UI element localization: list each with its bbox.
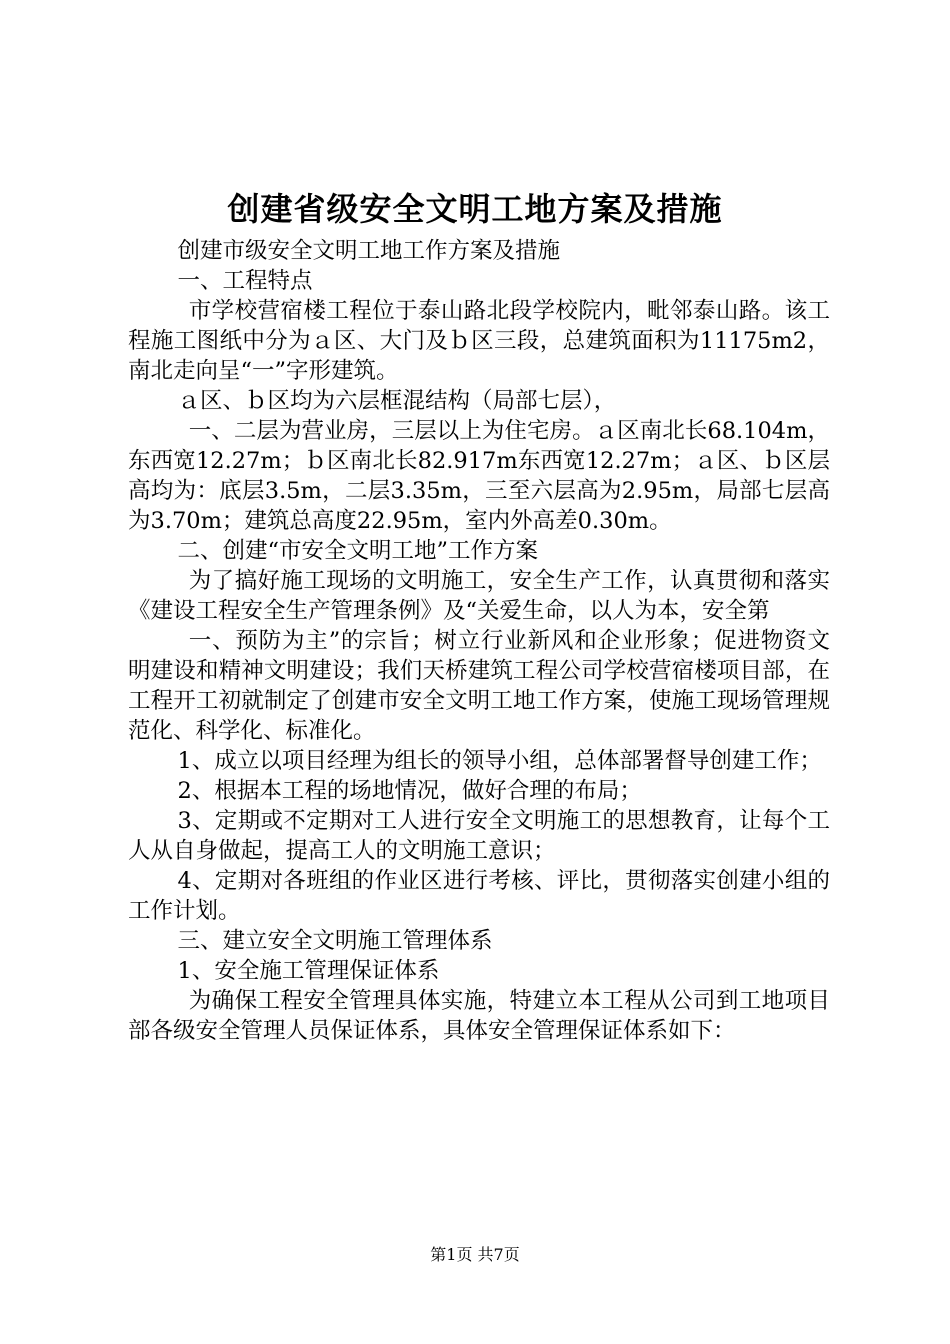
section-heading-2: 二、创建“市安全文明工地”工作方案 xyxy=(177,538,539,564)
page-footer: 第1页 共7页 xyxy=(430,1245,520,1264)
paragraph-safety-system: 为确保工程安全管理具体实施，特建立本工程从公司到工地项目部各级安全管理人员保证体系，具体安全管理保证体系如下： xyxy=(128,988,830,1044)
document-title: 创建省级安全文明工地方案及措施 xyxy=(227,190,723,228)
section-heading-3: 三、建立安全文明施工管理体系 xyxy=(177,928,493,954)
paragraph-principle: 一、预防为主”的宗旨；树立行业新风和企业形象；促进物资文明建设和精神文明建设；我们天桥建筑工程公司学校营宿楼项目部，在工程开工初就制定了创建市安全文明工地工作方案，使施工现场管理规范化、科学化、标准化。 xyxy=(128,628,830,744)
section-heading-1: 一、工程特点 xyxy=(177,268,313,294)
document-body xyxy=(128,236,830,1046)
paragraph-purpose: 为了搞好施工现场的文明施工，安全生产工作，认真贯彻和落实《建设工程安全生产管理条例》及“关爱生命，以人为本，安全第 xyxy=(128,568,830,624)
paragraph-dimensions: 一、二层为营业房，三层以上为住宅房。ａ区南北长68.104m，东西宽12.27m；ｂ区南北长82.917m东西宽12.27m；ａ区、ｂ区层高均为：底层3.5m，二层3.35m，三至六层高为2.95m，局部七层高为3.70m；建筑总高度22.95m，室内外高差0.30m。 xyxy=(128,418,830,534)
list-item-3: 3、定期或不定期对工人进行安全文明施工的思想教育，让每个工人从自身做起，提高工人的文明施工意识； xyxy=(128,808,830,864)
paragraph-project-location: 市学校营宿楼工程位于泰山路北段学校院内，毗邻泰山路。该工程施工图纸中分为ａ区、大门及ｂ区三段，总建筑面积为11175m2，南北走向呈“一”字形建筑。 xyxy=(128,298,830,384)
paragraph-structure: ａ区、ｂ区均为六层框混结构（局部七层）， xyxy=(177,388,617,414)
subsection-heading-1: 1、安全施工管理保证体系 xyxy=(177,958,440,984)
list-item-2: 2、根据本工程的场地情况，做好合理的布局； xyxy=(177,778,642,804)
list-item-1: 1、成立以项目经理为组长的领导小组，总体部署督导创建工作； xyxy=(177,748,822,774)
subtitle-paragraph: 创建市级安全文明工地工作方案及措施 xyxy=(177,238,561,264)
list-item-4: 4、定期对各班组的作业区进行考核、评比，贯彻落实创建小组的工作计划。 xyxy=(128,868,830,924)
